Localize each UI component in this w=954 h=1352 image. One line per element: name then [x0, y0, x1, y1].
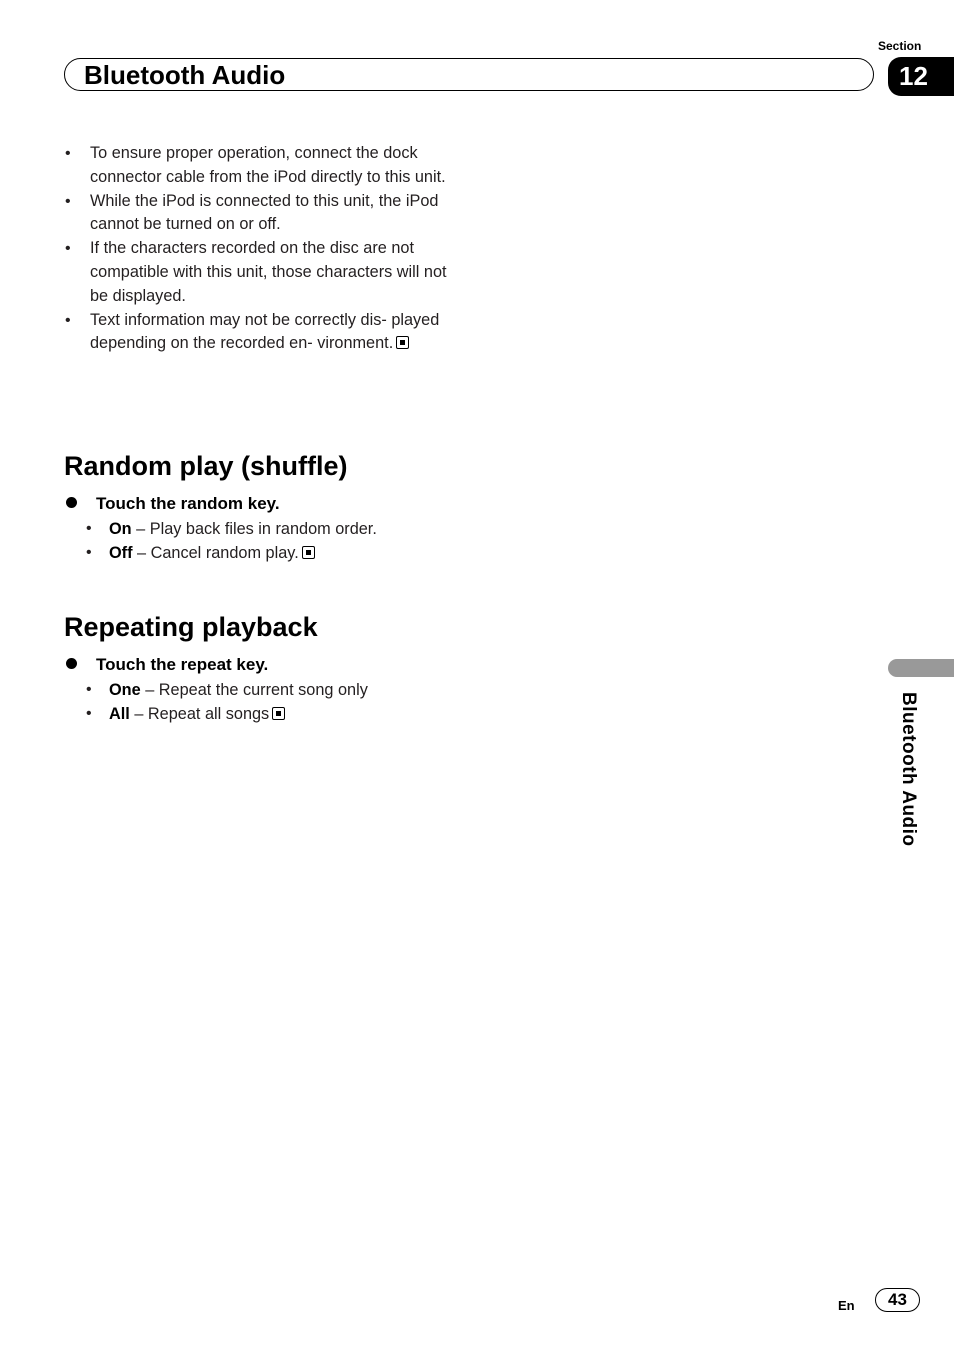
language-label: En: [838, 1298, 855, 1313]
note-item: • If the characters recorded on the disc are not compatible with this unit, those characters will not be displayed.: [64, 237, 464, 308]
notes-list: [64, 142, 464, 356]
repeat-heading: Repeating playback: [64, 612, 318, 642]
option-item: • On – Play back files in random order.: [86, 517, 377, 541]
option-item: • All – Repeat all songs: [86, 702, 368, 726]
section-number-tab: [888, 57, 954, 96]
note-item: • While the iPod is connected to this unit, the iPod cannot be turned on or off.: [64, 190, 464, 238]
notes-column: [64, 142, 464, 356]
random-step: Touch the random key.: [64, 493, 280, 515]
note-item: • To ensure proper operation, connect the dock connector cable from the iPod directly to this unit.: [64, 142, 464, 190]
side-tab-label: Bluetooth Audio: [898, 692, 919, 847]
repeat-options: [86, 678, 368, 726]
step-bullet-icon: [66, 497, 77, 508]
option-name: One: [109, 681, 141, 699]
repeat-step: Touch the repeat key.: [64, 654, 268, 676]
option-name: Off: [109, 544, 133, 562]
random-heading: Random play (shuffle): [64, 451, 348, 481]
section-label: Section: [878, 39, 922, 53]
step-bullet-icon: [66, 658, 77, 669]
side-tab: [888, 659, 954, 677]
option-item: • Off – Cancel random play.: [86, 541, 377, 565]
option-name: All: [109, 705, 130, 723]
page-title: Bluetooth Audio: [84, 60, 286, 90]
section-number: 12: [899, 61, 928, 91]
option-item: • One – Repeat the current song only: [86, 678, 368, 702]
option-name: On: [109, 520, 132, 538]
end-mark-icon: [396, 336, 409, 349]
random-options: [86, 517, 377, 565]
end-mark-icon: [302, 546, 315, 559]
note-item: • Text information may not be correctly dis- played depending on the recorded en- vironment.: [64, 309, 464, 357]
end-mark-icon: [272, 707, 285, 720]
page-number: 43: [875, 1288, 920, 1312]
header-bar: [64, 58, 874, 91]
